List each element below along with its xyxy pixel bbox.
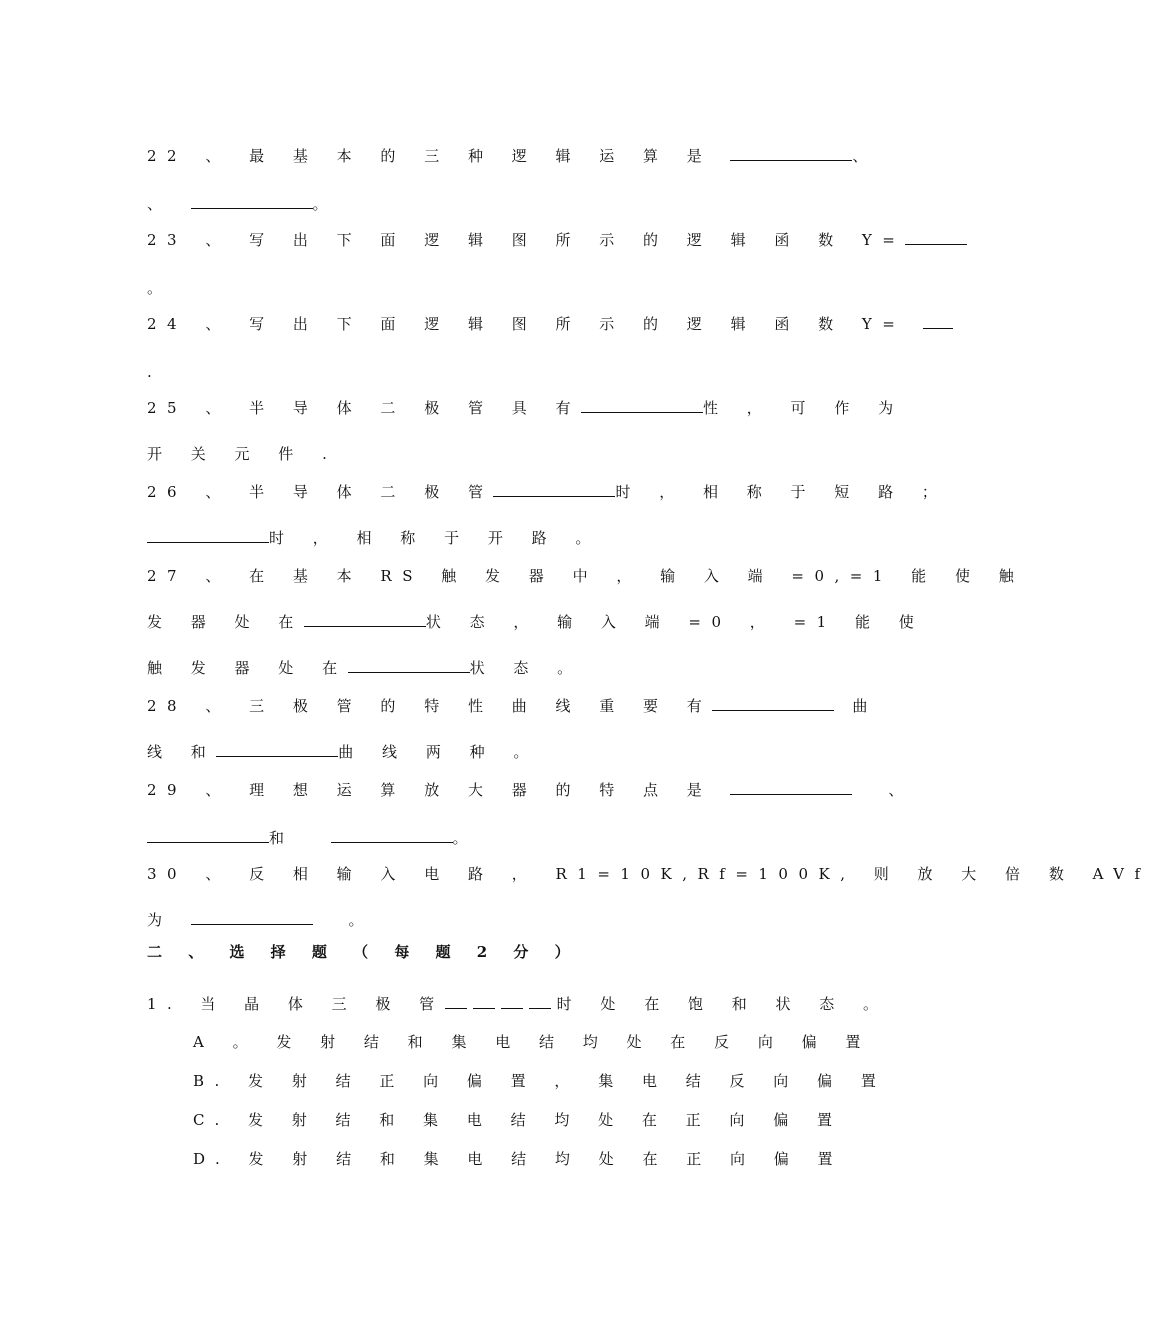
answer-blank[interactable] bbox=[191, 910, 313, 925]
section-heading: 二 、 选 择 题 （ 每 题 2 分 ） bbox=[147, 943, 579, 961]
question-28-line2 bbox=[147, 742, 539, 762]
answer-blank[interactable] bbox=[216, 742, 338, 757]
punct: . bbox=[147, 363, 163, 381]
question-text: 性 ， 可 作 为 bbox=[703, 399, 904, 417]
punct: 。 bbox=[452, 829, 479, 847]
answer-blank[interactable] bbox=[191, 194, 313, 209]
option-a[interactable]: A 。 发 射 结 和 集 电 结 均 处 在 反 向 偏 置 bbox=[193, 1033, 871, 1051]
question-text: 触 发 器 处 在 bbox=[147, 659, 348, 677]
punct: 、 bbox=[147, 195, 173, 213]
question-29-line1 bbox=[147, 780, 914, 800]
question-text: 22 、 最 基 本 的 三 种 逻 辑 运 算 是 bbox=[147, 147, 713, 165]
question-23-line1 bbox=[147, 230, 967, 250]
question-24-line1 bbox=[147, 314, 953, 334]
question-text: 和 bbox=[269, 829, 295, 847]
question-text: 25 、 半 导 体 二 极 管 具 有 bbox=[147, 399, 582, 417]
question-text: 线 和 bbox=[147, 743, 217, 761]
question-text: 时 ， 相 称 于 开 路 。 bbox=[269, 529, 601, 547]
question-text: 时 处 在 饱 和 状 态 。 bbox=[556, 995, 889, 1013]
question-23-line2 bbox=[147, 278, 173, 298]
question-30-line1 bbox=[147, 864, 1151, 884]
punct: 。 bbox=[312, 195, 339, 213]
question-text: 24 、 写 出 下 面 逻 辑 图 所 示 的 逻 辑 函 数 Y= bbox=[147, 315, 906, 333]
option-d[interactable]: D. 发 射 结 和 集 电 结 均 处 在 正 向 偏 置 bbox=[193, 1150, 844, 1168]
answer-blank[interactable] bbox=[348, 658, 470, 673]
question-26-line1 bbox=[147, 482, 947, 502]
answer-blank[interactable] bbox=[473, 994, 495, 1009]
punct: 、 bbox=[852, 147, 878, 165]
punct: 。 bbox=[147, 279, 173, 297]
question-25-line2 bbox=[147, 444, 337, 464]
answer-blank[interactable] bbox=[730, 146, 852, 161]
answer-blank[interactable] bbox=[147, 528, 269, 543]
answer-blank[interactable] bbox=[147, 828, 269, 843]
answer-blank[interactable] bbox=[712, 696, 834, 711]
punct: 、 bbox=[888, 781, 914, 799]
question-27-line2 bbox=[147, 612, 924, 632]
answer-blank[interactable] bbox=[529, 994, 551, 1009]
answer-blank[interactable] bbox=[581, 398, 703, 413]
question-text: 30 、 反 相 输 入 电 路 ， R1=10K,Rf=100K, 则 放 大 倍 数 AVf bbox=[147, 865, 1151, 883]
question-text: 27 、 在 基 本 RS 触 发 器 中 ， 输 入 端 =0,=1 能 使 触 bbox=[147, 567, 1025, 585]
answer-blank[interactable] bbox=[501, 994, 523, 1009]
option-c[interactable]: C. 发 射 结 和 集 电 结 均 处 在 正 向 偏 置 bbox=[193, 1111, 843, 1129]
question-text: 状 态 ， 输 入 端 =0 ， =1 能 使 bbox=[425, 613, 925, 631]
answer-blank[interactable] bbox=[331, 828, 453, 843]
question-28-line1 bbox=[147, 696, 878, 716]
question-text: 当 晶 体 三 极 管 bbox=[200, 995, 445, 1013]
question-text: 时 ， 相 称 于 短 路 ； bbox=[615, 483, 948, 501]
question-text: 29 、 理 想 运 算 放 大 器 的 特 点 是 bbox=[147, 781, 713, 799]
question-text: 26 、 半 导 体 二 极 管 bbox=[147, 483, 494, 501]
question-30-line2 bbox=[147, 910, 374, 930]
question-number: 1. bbox=[147, 995, 183, 1013]
question-22-line1 bbox=[147, 146, 878, 166]
question-29-line2 bbox=[147, 828, 478, 848]
answer-blank[interactable] bbox=[304, 612, 426, 627]
answer-blank[interactable] bbox=[730, 780, 852, 795]
question-text: 状 态 。 bbox=[469, 659, 583, 677]
question-text: 开 关 元 件 . bbox=[147, 445, 338, 463]
mc-question-1 bbox=[147, 994, 889, 1014]
option-b[interactable]: B. 发 射 结 正 向 偏 置 ， 集 电 结 反 向 偏 置 bbox=[193, 1072, 887, 1090]
answer-blank[interactable] bbox=[905, 230, 967, 245]
question-24-line2 bbox=[147, 362, 162, 382]
question-text: 发 器 处 在 bbox=[147, 613, 304, 631]
answer-blank[interactable] bbox=[493, 482, 615, 497]
question-25-line1 bbox=[147, 398, 904, 418]
answer-blank[interactable] bbox=[445, 994, 467, 1009]
question-text: 28 、 三 极 管 的 特 性 曲 线 重 要 有 bbox=[147, 697, 713, 715]
question-27-line3 bbox=[147, 658, 583, 678]
question-text: 曲 线 两 种 。 bbox=[338, 743, 539, 761]
question-text: 为 bbox=[147, 911, 173, 929]
answer-blank[interactable] bbox=[923, 314, 953, 329]
punct: 。 bbox=[348, 911, 375, 929]
question-27-line1 bbox=[147, 566, 1024, 586]
question-26-line2 bbox=[147, 528, 601, 548]
question-text: 23 、 写 出 下 面 逻 辑 图 所 示 的 逻 辑 函 数 Y= bbox=[147, 231, 906, 249]
question-text: 曲 bbox=[852, 697, 878, 715]
question-22-line2 bbox=[147, 194, 338, 214]
